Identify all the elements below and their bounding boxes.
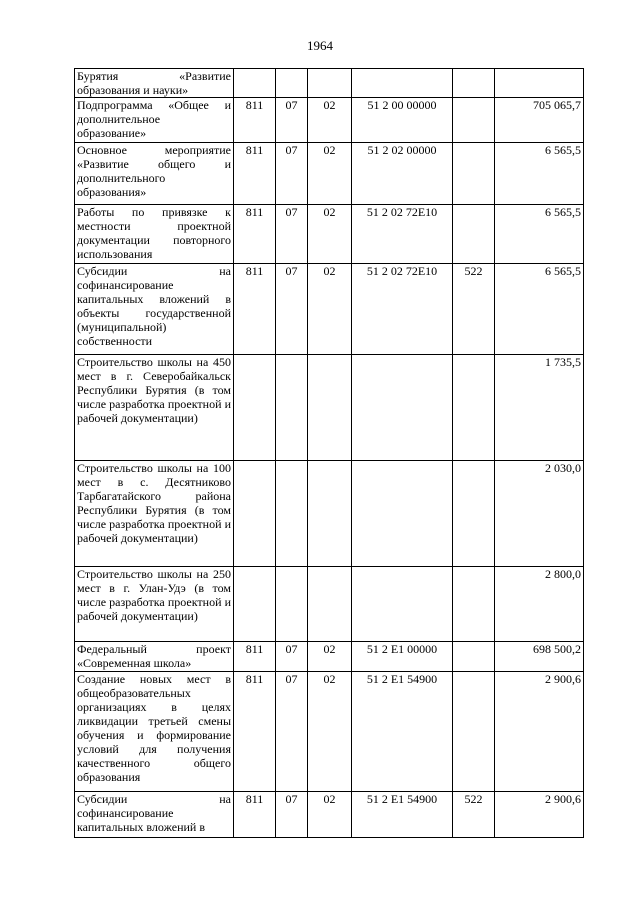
row-name: Бурятия «Развитие образования и науки» [75, 69, 234, 98]
amount: 2 800,0 [495, 567, 584, 642]
admin-code [234, 567, 276, 642]
expense-type-code [453, 98, 495, 143]
target-code: 51 2 Е1 54900 [352, 672, 453, 792]
table-row [75, 567, 584, 642]
target-code: 51 2 00 00000 [352, 98, 453, 143]
target-code: 51 2 02 72Е10 [352, 205, 453, 264]
subsection-code: 02 [308, 792, 352, 838]
expense-type-code [453, 69, 495, 98]
amount: 6 565,5 [495, 205, 584, 264]
subsection-code [308, 355, 352, 461]
subsection-code: 02 [308, 205, 352, 264]
section-code: 07 [276, 792, 308, 838]
admin-code: 811 [234, 642, 276, 672]
section-code: 07 [276, 205, 308, 264]
admin-code [234, 69, 276, 98]
row-name: Основное мероприятие «Развитие общего и дополнительного образования» [75, 143, 234, 205]
subsection-code: 02 [308, 642, 352, 672]
expense-type-code: 522 [453, 264, 495, 355]
row-name: Строительство школы на 250 мест в г. Улан-Удэ (в том числе разработка проектной и рабочей документации) [75, 567, 234, 642]
section-code: 07 [276, 264, 308, 355]
section-code: 07 [276, 143, 308, 205]
row-name: Строительство школы на 100 мест в с. Десятниково Тарбагатайского района Республики Бурятия (в том числе разработка проектной и рабочей документации) [75, 461, 234, 567]
budget-table [74, 68, 584, 838]
section-code [276, 567, 308, 642]
table-row [75, 355, 584, 461]
admin-code: 811 [234, 143, 276, 205]
subsection-code [308, 461, 352, 567]
table-row [75, 69, 584, 98]
row-name: Работы по привязке к местности проектной документации повторного использования [75, 205, 234, 264]
table-row [75, 98, 584, 143]
table-row [75, 461, 584, 567]
admin-code: 811 [234, 672, 276, 792]
subsection-code: 02 [308, 98, 352, 143]
amount: 2 900,6 [495, 792, 584, 838]
admin-code [234, 355, 276, 461]
amount: 705 065,7 [495, 98, 584, 143]
expense-type-code [453, 567, 495, 642]
expense-type-code [453, 672, 495, 792]
subsection-code: 02 [308, 672, 352, 792]
subsection-code: 02 [308, 264, 352, 355]
subsection-code: 02 [308, 143, 352, 205]
expense-type-code [453, 143, 495, 205]
amount: 6 565,5 [495, 264, 584, 355]
target-code [352, 567, 453, 642]
table-row [75, 205, 584, 264]
admin-code: 811 [234, 205, 276, 264]
table-row [75, 672, 584, 792]
expense-type-code: 522 [453, 792, 495, 838]
amount: 2 030,0 [495, 461, 584, 567]
section-code [276, 355, 308, 461]
amount [495, 69, 584, 98]
row-name: Субсидии на софинансирование капитальных вложений в [75, 792, 234, 838]
admin-code: 811 [234, 98, 276, 143]
subsection-code [308, 567, 352, 642]
target-code [352, 461, 453, 567]
subsection-code [308, 69, 352, 98]
page-number: 1964 [307, 38, 333, 53]
table-row [75, 792, 584, 838]
row-name: Подпрограмма «Общее и дополнительное образование» [75, 98, 234, 143]
row-name: Создание новых мест в общеобразовательных организациях в целях ликвидации третьей смены обучения и формирование условий для получения качественного общего образования [75, 672, 234, 792]
row-name: Строительство школы на 450 мест в г. Северобайкальск Республики Бурятия (в том числе разработка проектной и рабочей документации) [75, 355, 234, 461]
target-code: 51 2 Е1 54900 [352, 792, 453, 838]
amount: 2 900,6 [495, 672, 584, 792]
amount: 1 735,5 [495, 355, 584, 461]
amount: 6 565,5 [495, 143, 584, 205]
expense-type-code [453, 461, 495, 567]
table-row [75, 642, 584, 672]
section-code: 07 [276, 98, 308, 143]
section-code [276, 461, 308, 567]
row-name: Субсидии на софинансирование капитальных вложений в объекты государственной (муниципальной) собственности [75, 264, 234, 355]
amount: 698 500,2 [495, 642, 584, 672]
target-code: 51 2 02 00000 [352, 143, 453, 205]
target-code: 51 2 02 72Е10 [352, 264, 453, 355]
expense-type-code [453, 355, 495, 461]
admin-code: 811 [234, 264, 276, 355]
admin-code: 811 [234, 792, 276, 838]
target-code [352, 69, 453, 98]
row-name: Федеральный проект «Современная школа» [75, 642, 234, 672]
table-row [75, 264, 584, 355]
expense-type-code [453, 642, 495, 672]
section-code [276, 69, 308, 98]
section-code: 07 [276, 672, 308, 792]
section-code: 07 [276, 642, 308, 672]
table-row [75, 143, 584, 205]
expense-type-code [453, 205, 495, 264]
target-code: 51 2 Е1 00000 [352, 642, 453, 672]
admin-code [234, 461, 276, 567]
target-code [352, 355, 453, 461]
